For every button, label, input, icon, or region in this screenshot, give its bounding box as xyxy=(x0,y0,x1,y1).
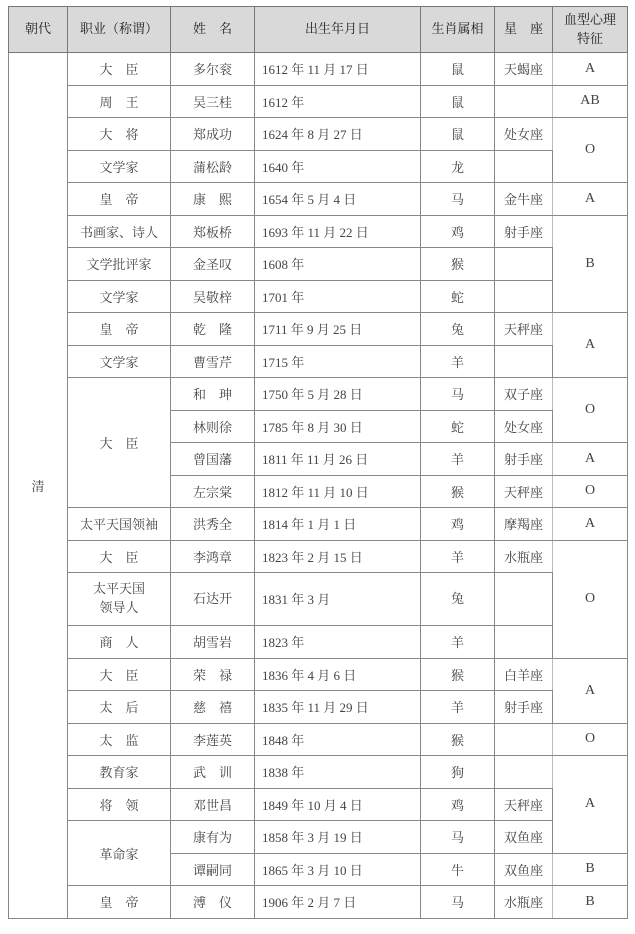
birth-cell: 1814 年 1 月 1 日 xyxy=(255,508,421,541)
birth-cell: 1624 年 8 月 27 日 xyxy=(255,118,421,151)
name-cell: 石达开 xyxy=(171,573,255,626)
name-cell: 吴敬梓 xyxy=(171,280,255,313)
blood-cell: A xyxy=(553,53,628,86)
birth-cell: 1849 年 10 月 4 日 xyxy=(255,788,421,821)
shengxiao-cell: 羊 xyxy=(421,626,495,659)
birth-cell: 1906 年 2 月 7 日 xyxy=(255,886,421,919)
shengxiao-cell: 羊 xyxy=(421,443,495,476)
name-cell: 郑成功 xyxy=(171,118,255,151)
occupation-cell: 大 臣 xyxy=(68,53,171,86)
header-blood-line2: 特征 xyxy=(576,31,603,47)
birth-cell: 1835 年 11 月 29 日 xyxy=(255,691,421,724)
table-row xyxy=(9,118,628,151)
constellation-cell xyxy=(495,85,553,118)
table-row xyxy=(9,183,628,216)
shengxiao-cell: 羊 xyxy=(421,691,495,724)
occupation-cell: 革命家 xyxy=(68,821,171,886)
birth-cell: 1848 年 xyxy=(255,723,421,756)
constellation-cell xyxy=(495,345,553,378)
birth-cell: 1715 年 xyxy=(255,345,421,378)
birth-cell: 1823 年 xyxy=(255,626,421,659)
table-row xyxy=(9,345,628,378)
constellation-cell: 处女座 xyxy=(495,118,553,151)
birth-cell: 1831 年 3 月 xyxy=(255,573,421,626)
blood-cell: A xyxy=(553,183,628,216)
table-row xyxy=(9,691,628,724)
name-cell: 胡雪岩 xyxy=(171,626,255,659)
blood-cell: B xyxy=(553,215,628,313)
constellation-cell xyxy=(495,626,553,659)
occupation-cell: 皇 帝 xyxy=(68,183,171,216)
name-cell: 李鸿章 xyxy=(171,540,255,573)
name-cell: 曹雪芹 xyxy=(171,345,255,378)
table-row xyxy=(9,626,628,659)
name-cell: 多尔衮 xyxy=(171,53,255,86)
shengxiao-cell: 猴 xyxy=(421,658,495,691)
name-cell: 和 珅 xyxy=(171,378,255,411)
name-cell: 左宗棠 xyxy=(171,475,255,508)
occupation-cell: 教育家 xyxy=(68,756,171,789)
constellation-cell xyxy=(495,723,553,756)
blood-cell: A xyxy=(553,658,628,723)
table-row xyxy=(9,248,628,281)
constellation-cell xyxy=(495,248,553,281)
table-row xyxy=(9,508,628,541)
shengxiao-cell: 蛇 xyxy=(421,410,495,443)
name-cell: 慈 禧 xyxy=(171,691,255,724)
occupation-cell: 大 臣 xyxy=(68,658,171,691)
occupation-cell: 皇 帝 xyxy=(68,313,171,346)
occupation-cell: 文学批评家 xyxy=(68,248,171,281)
constellation-cell: 天蝎座 xyxy=(495,53,553,86)
table-row xyxy=(9,85,628,118)
birth-cell: 1865 年 3 月 10 日 xyxy=(255,853,421,886)
shengxiao-cell: 蛇 xyxy=(421,280,495,313)
occupation-cell: 太平天国领袖 xyxy=(68,508,171,541)
constellation-cell: 射手座 xyxy=(495,691,553,724)
name-cell: 林则徐 xyxy=(171,410,255,443)
header-blood-line1: 血型心理 xyxy=(563,12,616,28)
name-cell: 荣 禄 xyxy=(171,658,255,691)
birth-cell: 1608 年 xyxy=(255,248,421,281)
constellation-cell xyxy=(495,150,553,183)
table-row xyxy=(9,378,628,411)
name-cell: 邓世昌 xyxy=(171,788,255,821)
constellation-cell: 射手座 xyxy=(495,443,553,476)
blood-cell: O xyxy=(553,118,628,183)
header-birth: 出生年月日 xyxy=(255,7,421,53)
shengxiao-cell: 羊 xyxy=(421,540,495,573)
name-cell: 曾国藩 xyxy=(171,443,255,476)
constellation-cell xyxy=(495,756,553,789)
shengxiao-cell: 龙 xyxy=(421,150,495,183)
table-row xyxy=(9,150,628,183)
constellation-cell xyxy=(495,280,553,313)
name-cell: 溥 仪 xyxy=(171,886,255,919)
occupation-cell: 文学家 xyxy=(68,345,171,378)
table-row xyxy=(9,886,628,919)
occupation-cell: 皇 帝 xyxy=(68,886,171,919)
header-row xyxy=(9,7,628,53)
table-row xyxy=(9,280,628,313)
birth-cell: 1711 年 9 月 25 日 xyxy=(255,313,421,346)
occupation-cell: 大 臣 xyxy=(68,378,171,508)
shengxiao-cell: 兔 xyxy=(421,313,495,346)
dynasty-cell: 清 xyxy=(9,53,68,919)
constellation-cell: 处女座 xyxy=(495,410,553,443)
constellation-cell: 射手座 xyxy=(495,215,553,248)
occupation-line2: 领导人 xyxy=(99,601,139,616)
header-dynasty: 朝代 xyxy=(9,7,68,53)
constellation-cell: 金牛座 xyxy=(495,183,553,216)
header-name: 姓 名 xyxy=(171,7,255,53)
birth-cell: 1701 年 xyxy=(255,280,421,313)
shengxiao-cell: 鸡 xyxy=(421,215,495,248)
birth-cell: 1823 年 2 月 15 日 xyxy=(255,540,421,573)
name-cell: 李莲英 xyxy=(171,723,255,756)
occupation-cell: 大 臣 xyxy=(68,540,171,573)
shengxiao-cell: 猴 xyxy=(421,723,495,756)
table-row xyxy=(9,821,628,854)
birth-cell: 1812 年 11 月 10 日 xyxy=(255,475,421,508)
shengxiao-cell: 猴 xyxy=(421,248,495,281)
birth-cell: 1811 年 11 月 26 日 xyxy=(255,443,421,476)
constellation-cell: 双鱼座 xyxy=(495,853,553,886)
birth-cell: 1640 年 xyxy=(255,150,421,183)
birth-cell: 1838 年 xyxy=(255,756,421,789)
constellation-cell: 水瓶座 xyxy=(495,540,553,573)
constellation-cell: 水瓶座 xyxy=(495,886,553,919)
occupation-cell: 太 后 xyxy=(68,691,171,724)
name-cell: 吴三桂 xyxy=(171,85,255,118)
constellation-cell: 双鱼座 xyxy=(495,821,553,854)
birth-cell: 1750 年 5 月 28 日 xyxy=(255,378,421,411)
table-row xyxy=(9,313,628,346)
header-occupation: 职业（称谓） xyxy=(68,7,171,53)
occupation-cell: 商 人 xyxy=(68,626,171,659)
name-cell: 康有为 xyxy=(171,821,255,854)
constellation-cell: 天秤座 xyxy=(495,788,553,821)
blood-cell: O xyxy=(553,475,628,508)
shengxiao-cell: 马 xyxy=(421,378,495,411)
name-cell: 金圣叹 xyxy=(171,248,255,281)
table-row xyxy=(9,723,628,756)
occupation-cell: 文学家 xyxy=(68,150,171,183)
blood-cell: O xyxy=(553,723,628,756)
blood-cell: A xyxy=(553,508,628,541)
constellation-cell: 白羊座 xyxy=(495,658,553,691)
blood-cell: B xyxy=(553,853,628,886)
table-row xyxy=(9,215,628,248)
table-row xyxy=(9,788,628,821)
name-cell: 洪秀全 xyxy=(171,508,255,541)
birth-cell: 1785 年 8 月 30 日 xyxy=(255,410,421,443)
shengxiao-cell: 鼠 xyxy=(421,85,495,118)
birth-cell: 1693 年 11 月 22 日 xyxy=(255,215,421,248)
blood-cell: AB xyxy=(553,85,628,118)
header-shengxiao: 生肖属相 xyxy=(421,7,495,53)
occupation-line1: 太平天国 xyxy=(92,582,145,597)
name-cell: 蒲松龄 xyxy=(171,150,255,183)
occupation-cell xyxy=(68,573,171,626)
birth-cell: 1612 年 xyxy=(255,85,421,118)
occupation-cell: 太 监 xyxy=(68,723,171,756)
shengxiao-cell: 兔 xyxy=(421,573,495,626)
birth-cell: 1858 年 3 月 19 日 xyxy=(255,821,421,854)
blood-cell: A xyxy=(553,443,628,476)
occupation-cell: 书画家、诗人 xyxy=(68,215,171,248)
blood-cell: O xyxy=(553,540,628,658)
shengxiao-cell: 狗 xyxy=(421,756,495,789)
birth-cell: 1654 年 5 月 4 日 xyxy=(255,183,421,216)
header-blood xyxy=(553,7,628,53)
shengxiao-cell: 猴 xyxy=(421,475,495,508)
table-row xyxy=(9,658,628,691)
shengxiao-cell: 牛 xyxy=(421,853,495,886)
shengxiao-cell: 马 xyxy=(421,821,495,854)
occupation-cell: 大 将 xyxy=(68,118,171,151)
shengxiao-cell: 鸡 xyxy=(421,508,495,541)
occupation-cell: 周 王 xyxy=(68,85,171,118)
birth-cell: 1836 年 4 月 6 日 xyxy=(255,658,421,691)
table-row xyxy=(9,540,628,573)
shengxiao-cell: 羊 xyxy=(421,345,495,378)
constellation-cell: 双子座 xyxy=(495,378,553,411)
table-row xyxy=(9,756,628,789)
constellation-cell: 天秤座 xyxy=(495,475,553,508)
blood-cell: A xyxy=(553,756,628,854)
shengxiao-cell: 马 xyxy=(421,886,495,919)
shengxiao-cell: 马 xyxy=(421,183,495,216)
occupation-cell: 文学家 xyxy=(68,280,171,313)
constellation-cell: 摩羯座 xyxy=(495,508,553,541)
name-cell: 郑板桥 xyxy=(171,215,255,248)
table-row xyxy=(9,573,628,626)
header-constellation: 星 座 xyxy=(495,7,553,53)
blood-cell: O xyxy=(553,378,628,443)
shengxiao-cell: 鸡 xyxy=(421,788,495,821)
table-row xyxy=(9,53,628,86)
blood-cell: A xyxy=(553,313,628,378)
shengxiao-cell: 鼠 xyxy=(421,53,495,86)
name-cell: 谭嗣同 xyxy=(171,853,255,886)
shengxiao-cell: 鼠 xyxy=(421,118,495,151)
name-cell: 康 熙 xyxy=(171,183,255,216)
birth-cell: 1612 年 11 月 17 日 xyxy=(255,53,421,86)
name-cell: 乾 隆 xyxy=(171,313,255,346)
occupation-cell: 将 领 xyxy=(68,788,171,821)
qing-figures-table xyxy=(8,6,628,919)
constellation-cell xyxy=(495,573,553,626)
name-cell: 武 训 xyxy=(171,756,255,789)
constellation-cell: 天秤座 xyxy=(495,313,553,346)
blood-cell: B xyxy=(553,886,628,919)
